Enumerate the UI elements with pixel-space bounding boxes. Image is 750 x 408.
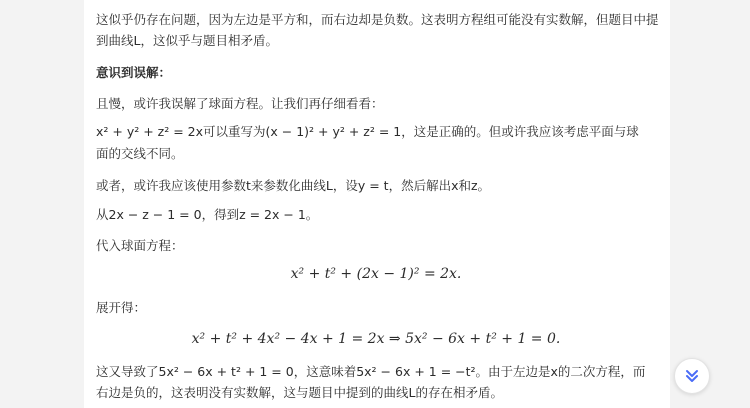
chevron-double-down-icon <box>683 367 701 385</box>
paragraph-line: 展开得： <box>96 300 147 315</box>
paragraph-line: x² + y² + z² = 2x可以重写为(x − 1)² + y² + z² = 1，这是正确的。但或许我应该考虑平面与球 <box>96 124 639 139</box>
paragraph-line: 或者，或许我应该使用参数t来参数化曲线L，设y = t，然后解出x和z。 <box>96 178 491 193</box>
paragraph-line: 这似乎仍存在问题，因为左边是平方和，而右边却是负数。这表明方程组可能没有实数解，但题目中提 <box>96 12 659 27</box>
section-heading: 意识到误解： <box>96 65 172 80</box>
paragraph-line: 代入球面方程： <box>96 238 184 253</box>
display-equation: x² + t² + (2x − 1)² = 2x. <box>290 266 462 282</box>
paragraph-line: 右边是负的，这表明没有实数解，这与题目中提到的曲线L的存在相矛盾。 <box>96 385 503 400</box>
paragraph-line: 面的交线不同。 <box>96 146 184 161</box>
display-equation: x² + t² + 4x² − 4x + 1 = 2x ⇒ 5x² − 6x + t² + 1 = 0. <box>191 331 561 347</box>
paragraph-line: 且慢，或许我误解了球面方程。让我们再仔细看看： <box>96 96 384 111</box>
paragraph-line: 从2x − z − 1 = 0，得到z = 2x − 1。 <box>96 207 319 222</box>
paragraph-line: 到曲线L，这似乎与题目相矛盾。 <box>96 33 278 48</box>
paragraph-line: 这又导致了5x² − 6x + t² + 1 = 0，这意味着5x² − 6x + 1 = −t²。由于左边是x的二次方程，而 <box>96 364 646 379</box>
scroll-to-bottom-button[interactable] <box>674 358 710 394</box>
chat-message-panel <box>84 0 670 408</box>
